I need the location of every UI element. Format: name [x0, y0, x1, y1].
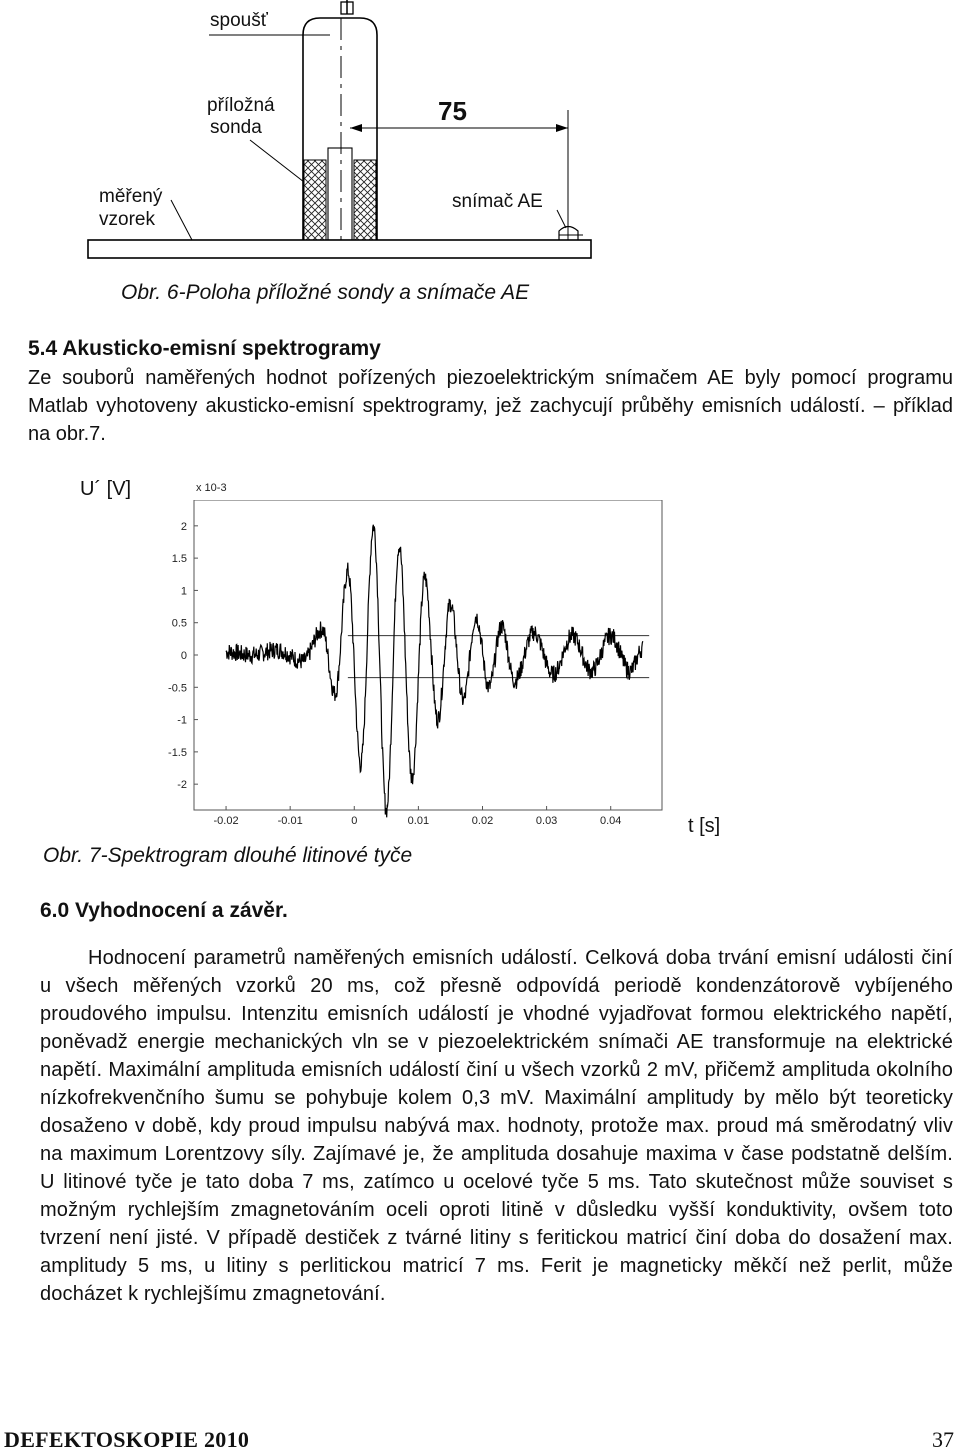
section-paragraph-5-4: Ze souborů naměřených hodnot pořízených piezoelektrickým snímačem AE byly pomocí programu Matlab vyhotoveny akusticko-emisní spektrogramy, jež zachycují průběhy emisních událostí. – příklad na obr.7.	[28, 367, 953, 445]
section-paragraph-6-0-text: Hodnocení parametrů naměřených emisních událostí. Celková doba trvání emisní události činí u všech měřených vzorků 20 ms, což přesně odpovídá periodě kondenzátorově vybíjeného proudového impulsu. Intenzitu emisních událostí je vhodné vyjadřovat formou elektrického napětí, poněvadž energie mechanických vln se v piezoelektrickém snímači AE transformuje na elektrické napětí. Maximální amplituda emisních událostí činí u všech vzorků 2 mV, přičemž amplituda okolního nízkofrekvenčního šumu se pohybuje kolem 0,3 mV. Maximální amplitudy by mělo být teoreticky dosaženo v době, kdy proud impulsu nabývá max. hodnoty, protože max. proud má směrodatný vliv na maximum Lorentzovy síly. Zajímavé je, že amplituda dosahuje maxima v čase podstatně delším. U litinové tyče je tato doba 7 ms, zatímco u ocelové tyče 5 ms. Tato skutečnost může souviset s možným rychlejším zmagnetováním oceli oproti litině v důsledku vyšší konduktivity, ovšem toto tvrzení není jisté. V případě destiček z tvárné litiny s feritickou matricí činí doba do dosažení max. amplitudy 5 ms, u litiny s perlitickou matricí 7 ms. Ferit je magneticky měkčí než perlit, může docházet k rychlejšímu zmagnetování.	[40, 947, 953, 1305]
probe-diagram-drawing	[0, 0, 960, 275]
y-tick-label: 1	[180, 585, 187, 598]
probe-label-line2: sonda	[210, 117, 262, 138]
probe-label-line1: příložná	[207, 95, 275, 116]
section-paragraph-6-0	[40, 944, 953, 1308]
x-tick-label: 0.04	[600, 815, 622, 827]
coil-right	[354, 160, 376, 240]
y-multiplier: x 10-3	[196, 482, 227, 494]
x-tick-label: 0.01	[407, 815, 430, 827]
y-tick-label: 2	[180, 520, 187, 533]
x-tick-label: 0	[351, 815, 358, 827]
sample-label-line1: měřený	[99, 186, 163, 207]
trigger-label: spoušť	[210, 10, 268, 31]
sample-plate	[88, 240, 591, 258]
coil-left	[304, 160, 326, 240]
x-tick-label: 0.03	[535, 815, 558, 827]
sample-label-line2: vzorek	[99, 209, 155, 230]
page-number: 37	[932, 1427, 954, 1452]
y-tick-label: 1.5	[171, 553, 187, 566]
y-tick-label: -0.5	[168, 682, 187, 695]
y-tick-label: -2	[177, 779, 187, 792]
x-tick-label: 0.02	[471, 815, 494, 827]
y-tick-label: -1.5	[168, 746, 187, 759]
sensor-label: snímač AE	[452, 191, 543, 212]
x-tick-label: -0.01	[277, 815, 303, 827]
dimension-label: 75	[438, 96, 467, 126]
waveform-series-line	[226, 525, 643, 818]
section-heading-5-4: 5.4 Akusticko-emisní spektrogramy	[28, 337, 381, 360]
figure-caption-2: Obr. 7-Spektrogram dlouhé litinové tyče	[43, 844, 413, 867]
x-tick-label: -0.02	[213, 815, 239, 827]
section-heading-6-0: 6.0 Vyhodnocení a závěr.	[40, 899, 288, 922]
y-tick-label: -1	[177, 714, 187, 727]
x-axis-title: t [s]	[688, 815, 721, 837]
probe-diagram	[0, 0, 960, 275]
journal-name: DEFEKTOSKOPIE 2010	[4, 1427, 250, 1452]
y-axis-title: U´ [V]	[80, 478, 132, 500]
figure-caption-1: Obr. 6-Poloha příložné sondy a snímače AE	[121, 281, 530, 304]
y-tick-label: 0	[180, 650, 187, 662]
spectrogram-chart	[160, 500, 680, 830]
y-tick-label: 0.5	[171, 617, 187, 630]
